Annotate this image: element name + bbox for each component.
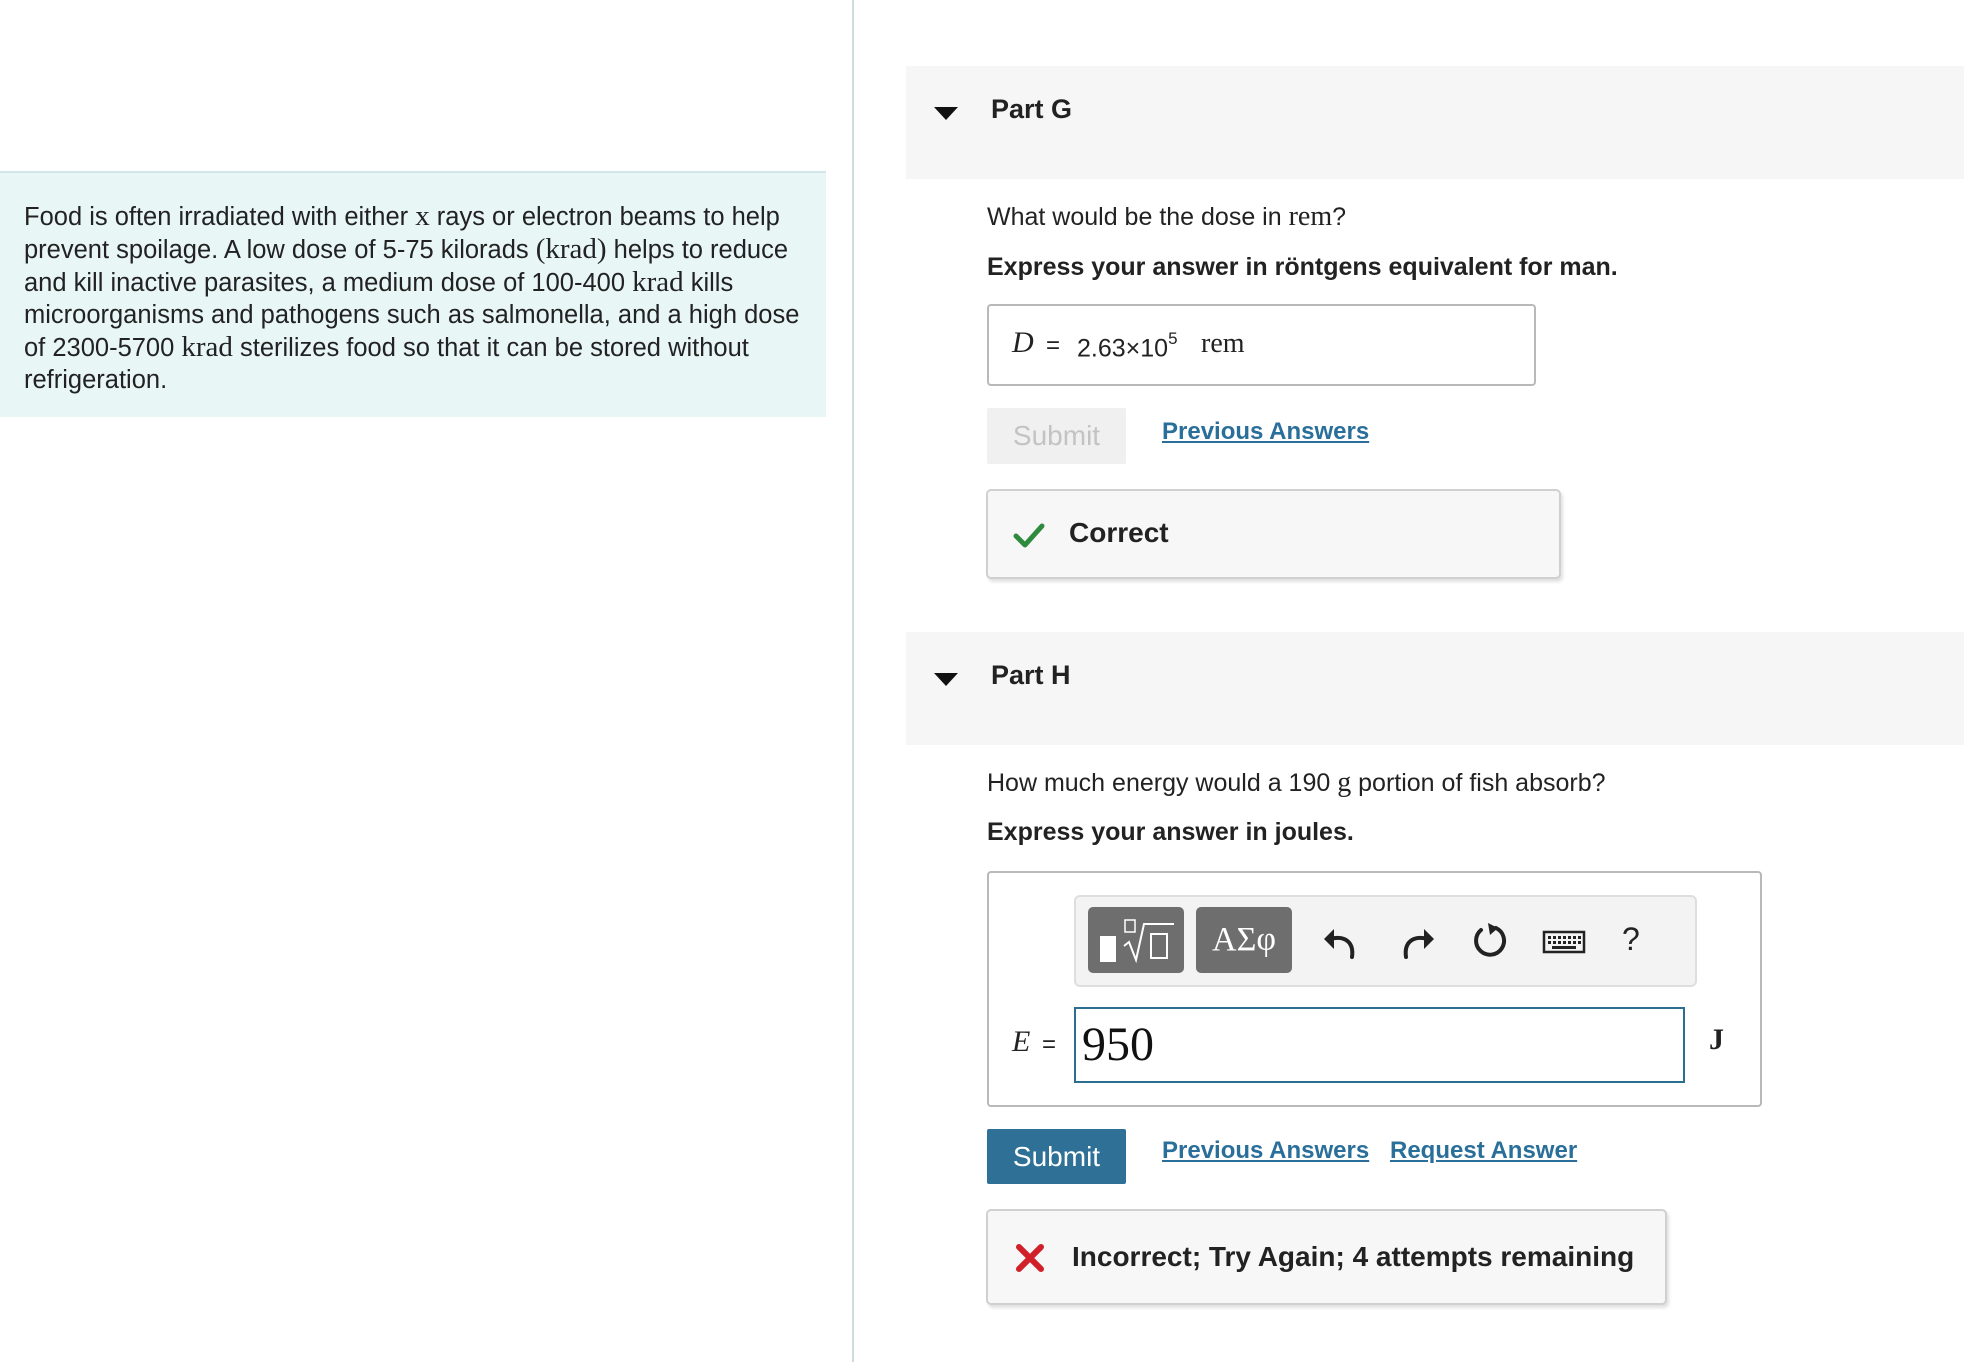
math-toolbar [1074,895,1697,987]
symbols-button[interactable]: ΑΣφ [1196,907,1292,973]
equals-sign: = [1046,332,1061,359]
part-h-question [987,767,1606,799]
problem-math-krad-3: krad [181,331,233,363]
collapse-triangle-icon[interactable] [934,673,958,686]
problem-math-x: x [415,200,430,232]
help-button[interactable]: ? [1622,921,1640,957]
answer-exponent: 5 [1168,329,1178,348]
feedback-text: Correct [1069,517,1169,548]
part-h-instruction: Express your answer in joules. [987,818,1354,846]
problem-statement [0,171,826,417]
part-h-feedback-incorrect [986,1209,1667,1305]
answer-variable: E [1012,1025,1031,1058]
part-g-question-suffix: ? [1332,203,1347,231]
request-answer-link[interactable]: Request Answer [1390,1137,1578,1164]
part-g-header[interactable] [906,66,1964,179]
part-g-title: Part G [991,94,1073,124]
energy-answer-input[interactable]: 950 [1074,1007,1685,1083]
part-h-title: Part H [991,660,1071,690]
part-g-question-text: What would be the dose in [987,203,1289,231]
part-g-question [987,201,1346,233]
part-h-previous-answers-link[interactable]: Previous Answers [1162,1137,1370,1164]
part-h-question-unit: g [1337,767,1352,798]
fraction-sqrt-template-icon [1094,914,1178,966]
part-h-submit-button[interactable]: Submit [987,1129,1126,1184]
answer-unit: J [1709,1023,1724,1056]
part-h-header[interactable] [906,632,1964,745]
answer-unit: rem [1201,328,1245,359]
reset-icon[interactable] [1468,921,1512,961]
part-g-feedback-correct [986,489,1561,579]
problem-math-krad-1: (krad) [535,233,607,265]
collapse-triangle-icon[interactable] [934,107,958,120]
keyboard-icon[interactable] [1542,921,1586,961]
problem-text-3: helps to reduce and kill inactive parasites, a medium dose of 100-400 [24,236,789,297]
undo-icon[interactable] [1320,921,1364,961]
problem-text-4: kills microorganisms and pathogens such as salmonella, and a high dose of 2300-5700 [24,269,800,362]
problem-math-krad-2: krad [632,266,684,298]
checkmark-icon [1013,522,1045,550]
equals-sign: = [1042,1031,1057,1058]
part-g-answer-display [987,304,1536,386]
redo-icon[interactable] [1394,921,1438,961]
part-g-instruction: Express your answer in röntgens equivalent for man. [987,253,1618,281]
part-h-question-suffix: portion of fish absorb? [1351,769,1606,797]
part-g-question-unit: rem [1288,201,1333,232]
answer-mantissa: 2.63×10 [1077,334,1169,363]
part-g-submit-button[interactable]: Submit [987,408,1126,464]
answer-variable: D [1012,326,1034,359]
answer-value [1077,329,1178,363]
problem-text-1: Food is often irradiated with either [24,203,416,231]
problem-text-5: sterilizes food so that it can be stored without refrigeration. [24,334,749,394]
part-h-answer-editor [987,871,1762,1107]
red-x-icon [1015,1243,1045,1273]
problem-text-2: rays or electron beams to help prevent spoilage. A low dose of 5-75 kilorads [24,203,780,264]
feedback-text: Incorrect; Try Again; 4 attempts remaining [1072,1241,1635,1272]
part-h-question-text: How much energy would a 190 [987,769,1338,797]
pane-divider[interactable] [852,0,854,1362]
templates-button[interactable] [1088,907,1184,973]
part-g-previous-answers-link[interactable]: Previous Answers [1162,418,1370,445]
